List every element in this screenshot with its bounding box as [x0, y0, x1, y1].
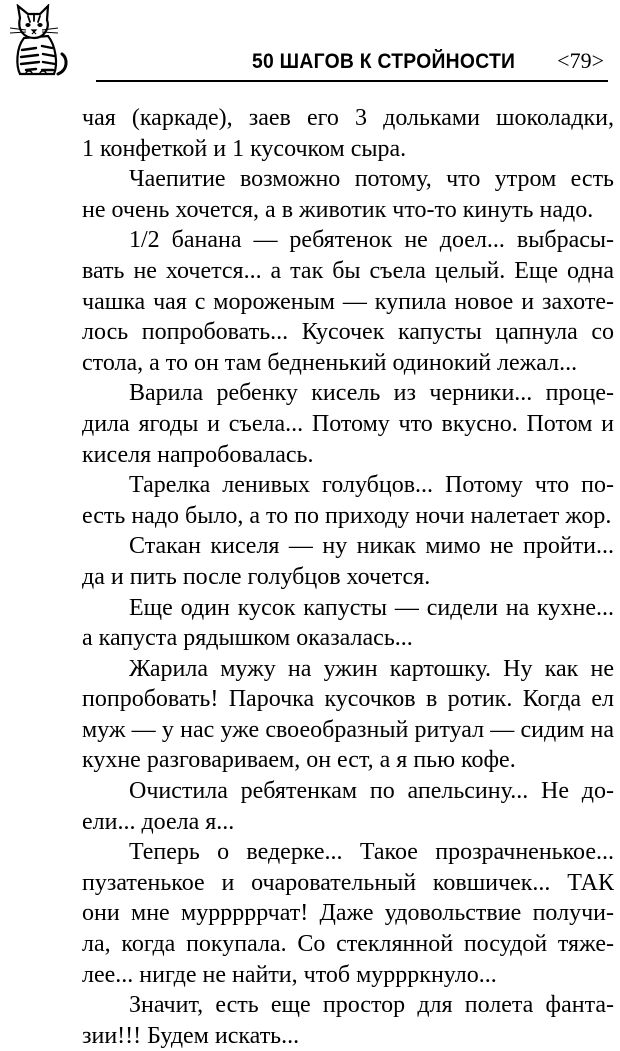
text-line: попробовать! Парочка кусочков в ротик. Когда ел [82, 686, 614, 713]
text-line: не очень хочется, а в животик что-то кинуть надо. [82, 196, 594, 223]
text-line: Стакан киселя — ну никак мимо не пройти... [129, 533, 614, 560]
text-line: стола, а то он там бедненький одинокий лежал... [82, 349, 578, 376]
text-line: лее... нигде не найти, чтоб муррркнуло... [82, 961, 497, 988]
text-line: Еще один кусок капусты — сидели на кухне... [129, 594, 614, 621]
text-line: вать не хочется... а так бы съела целый. Еще одна [82, 257, 614, 284]
text-line: да и пить после голубцов хочется. [82, 563, 431, 590]
text-line: чашка чая с мороженым — купила новое и захоте- [82, 288, 614, 315]
text-line: киселя напробовалась. [82, 441, 314, 468]
running-header [60, 44, 608, 84]
text-line: 1/2 банана — ребятенок не доел... выбрасы- [129, 227, 614, 254]
text-line: Варила ребенку кисель из черники... проце- [129, 380, 614, 407]
text-line: Теперь о ведерке... Такое прозрачненькое... [129, 839, 614, 866]
text-line: зии!!! Будем искать... [82, 1022, 300, 1049]
header-rule [96, 80, 608, 82]
text-line: они мне мурррррчат! Даже удовольствие получи- [82, 900, 614, 927]
text-line: Очистила ребятенкам по апельсину... Не до- [129, 778, 614, 805]
text-line: ла, когда покупала. Со стеклянной посудой тяже- [82, 931, 614, 958]
text-line: а капуста рядышком оказалась... [82, 625, 413, 652]
text-line: лось попробовать... Кусочек капусты цапнула со [82, 319, 614, 346]
text-line: есть надо было, а то по приходу ночи налетает жор. [82, 502, 612, 529]
text-line: ели... доела я... [82, 808, 235, 835]
text-line: Жарила мужу на ужин картошку. Ну как не [129, 655, 614, 682]
text-line: пузатенькое и очаровательный ковшичек... ТАК [82, 869, 614, 896]
text-line: кухне разговариваем, он ест, а я пью кофе. [82, 747, 516, 774]
page-number: <79> [557, 48, 604, 73]
text-line: чая (каркаде), заев его 3 дольками шоколадки, [82, 105, 614, 131]
book-title: 50 ШАГОВ К СТРОЙНОСТИ [252, 50, 516, 73]
text-line: дила ягоды и съела... Потому что вкусно. Потом и [82, 410, 614, 437]
text-line: муж — у нас уже своеобразный ритуал — сидим на [82, 716, 614, 743]
text-line: 1 конфеткой и 1 кусочком сыра. [82, 135, 407, 162]
text-line: Значит, есть еще простор для полета фанта- [129, 992, 614, 1019]
text-line: Чаепитие возможно потому, что утром есть [129, 166, 614, 193]
text-line: Тарелка ленивых голубцов... Потому что по- [129, 472, 614, 499]
body-text [82, 103, 614, 1051]
